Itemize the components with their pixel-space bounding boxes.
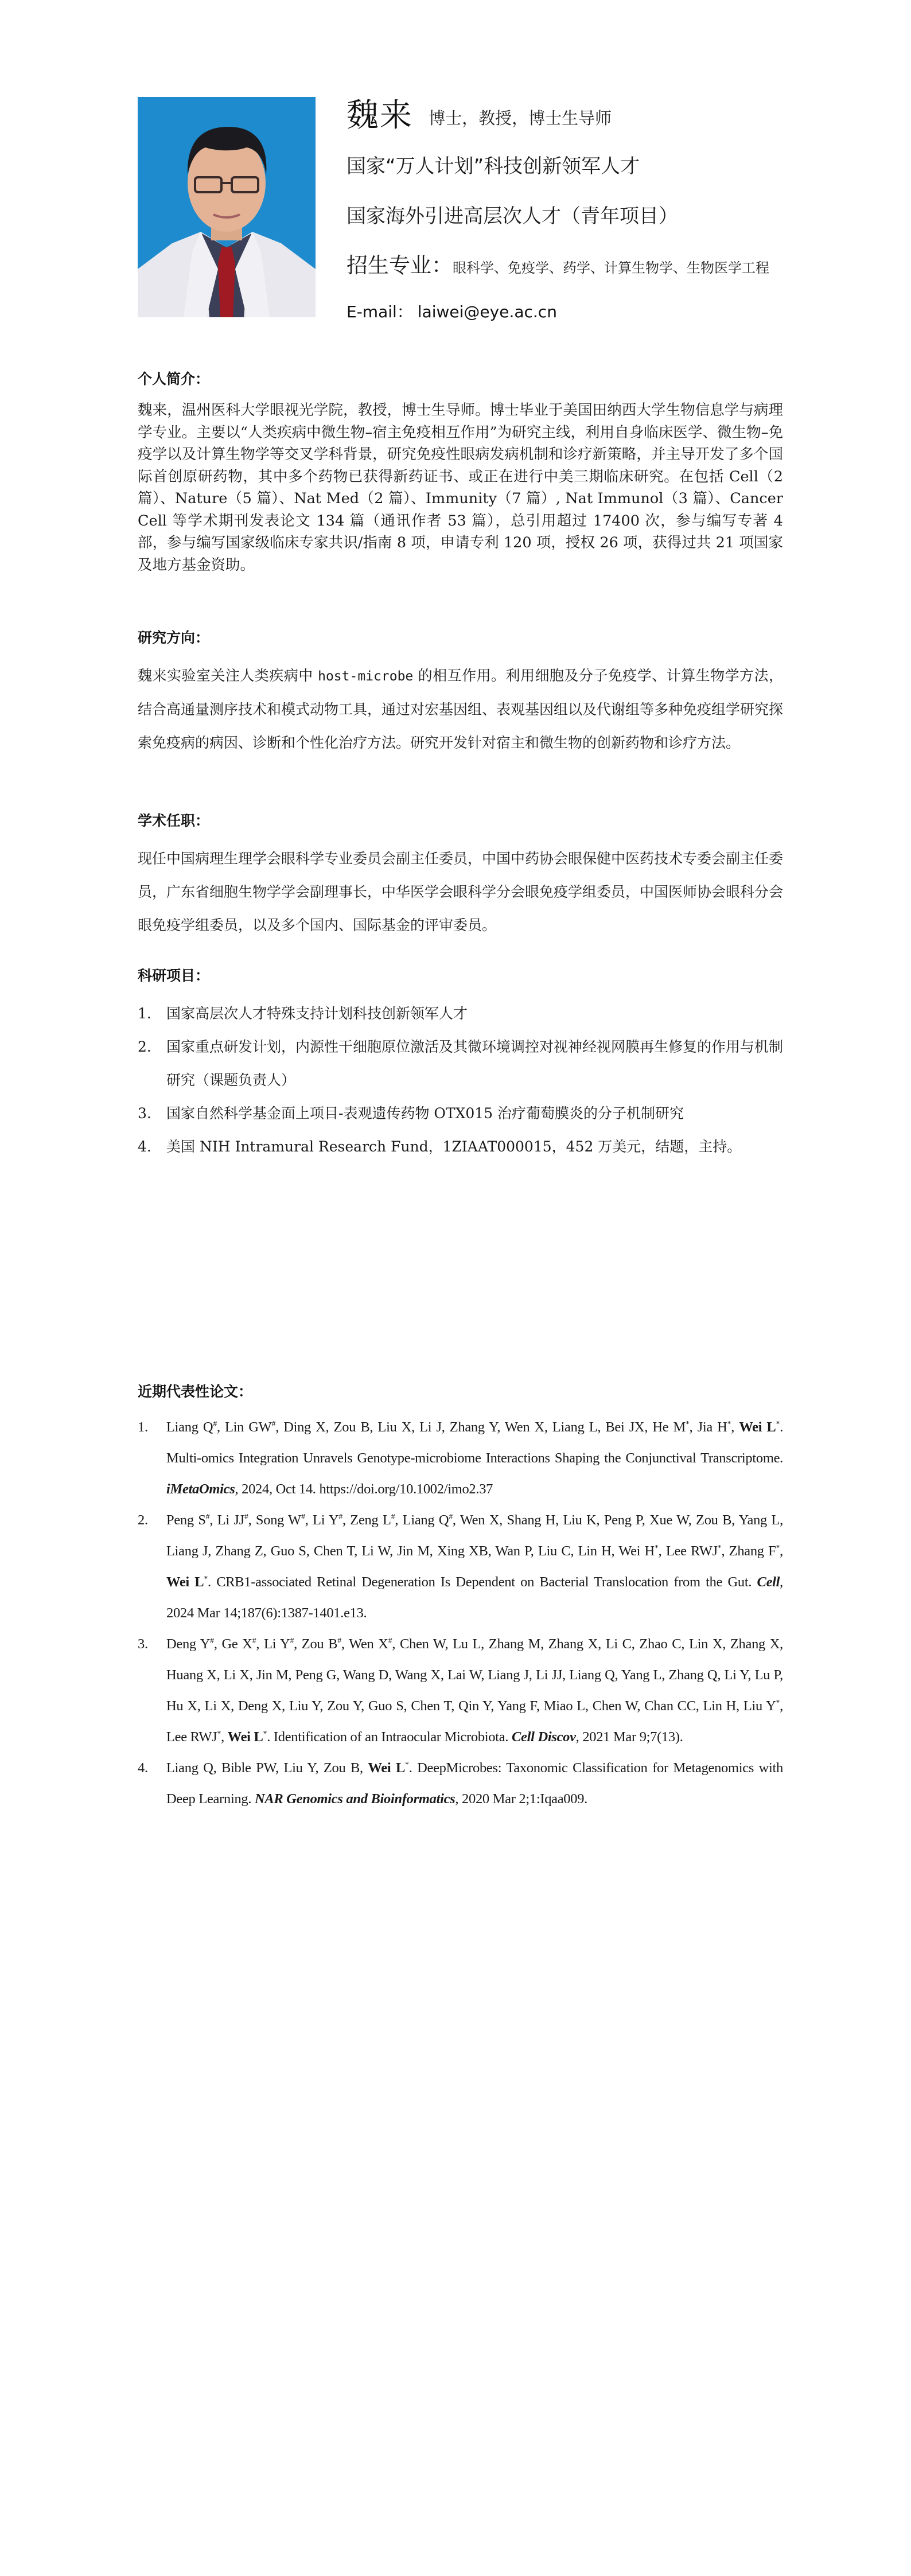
research-text-keyword: host-microbe <box>318 669 414 684</box>
list-number: 4. <box>138 1760 148 1776</box>
publication-self-author: Wei L <box>739 1419 776 1435</box>
project-item <box>138 1130 783 1164</box>
list-number: 3. <box>138 1636 148 1652</box>
projects-list <box>138 997 783 1164</box>
publication-authors: Peng S#, Li JJ#, Song W#, Li Y#, Zeng L#, Liang Q#, Wen X, Shang H, Liu K, Peng P, Xue W, Zou B, Yang L, Liang J, Zhang Z, Guo S, Chen T, Li W, Jin M, Xing XB, Wan P, Liu C, Lin H, Wei H*, Lee RWJ*, Zhang F*, <box>166 1512 784 1559</box>
publications-section <box>138 1383 783 1815</box>
research-title: 研究方向： <box>138 629 210 646</box>
publication-authors: Deng Y#, Ge X#, Li Y#, Zou B#, Wen X#, Chen W, Lu L, Zhang M, Zhang X, Li C, Zhao C, Lin X, Zhang X, Huang X, Li X, Jin M, Peng G, Wang D, Wang X, Lai W, Liang J, Li JJ, Liang Q, Yang L, Zhang Q, Li Y, Lu P, Hu X, Li X, Deng X, Liu Y, Zou Y, Guo S, Chen T, Qin Y, Yang F, Miao L, Chen W, Chan CC, Lin H, Liu Y*, Lee RWJ*, <box>166 1636 783 1745</box>
publication-item <box>138 1412 783 1505</box>
email-row <box>347 299 557 322</box>
publication-self-author: Wei L <box>166 1574 204 1590</box>
publication-item <box>138 1629 783 1753</box>
list-number: 4. <box>138 1138 151 1155</box>
publication-authors: Liang Q#, Lin GW#, Ding X, Zou B, Liu X, Li J, Zhang Y, Wen X, Liang L, Bei JX, He M*, Jia H*, <box>166 1419 739 1435</box>
publication-citation: , 2021 Mar 9;7(13). <box>575 1729 683 1745</box>
list-number: 1. <box>138 1005 151 1022</box>
list-number: 1. <box>138 1419 148 1435</box>
email-label: E-mail： <box>347 302 413 321</box>
admission-majors <box>347 248 769 279</box>
publication-authors: Liang Q, Bible PW, Liu Y, Zou B, <box>166 1760 368 1776</box>
publication-citation: , 2024 Mar 14;187(6):1387-1401.e13. <box>166 1574 783 1621</box>
publication-journal: iMetaOmics <box>166 1481 235 1497</box>
majors-label: 招生专业： <box>347 253 453 278</box>
project-text: 国家高层次人才特殊支持计划科技创新领军人才 <box>166 1005 468 1022</box>
project-item <box>138 1030 783 1097</box>
research-text-part-1: 魏来实验室关注人类疾病中 <box>138 667 318 684</box>
projects-title: 科研项目： <box>138 967 210 984</box>
bio-text: 魏来，温州医科大学眼视光学院，教授，博士生导师。博士毕业于美国田纳西大学生物信息学与病理学专业。主要以“人类疾病中微生物–宿主免疫相互作用”为研究主线，利用自身临床医学、微生物–免疫学以及计算生物学等交叉学科背景，研究免疫性眼病发病机制和诊疗新策略，并主导开发了多个国际首创原研药物，其中多个药物已获得新药证书、或正在进行中美三期临床研究。在包括 Cell（2 篇）、Nature（5 篇）、Nat Med（2 篇）、Immunity（7 篇）, Nat Immunol（3 篇）、Cancer Cell 等学术期刊发表论文 134 篇（通讯作者 53 篇），总引用超过 17400 次，参与编写专著 4 部，参与编写国家级临床专家共识/指南 8 项，申请专利 120 项，授权 26 项，获得过共 21 项国家及地方基金资助。 <box>138 402 783 574</box>
list-number: 2. <box>138 1038 151 1055</box>
list-number: 3. <box>138 1105 151 1122</box>
corresponding-mark: * <box>776 1419 780 1429</box>
publication-self-author: Wei L <box>227 1729 263 1745</box>
publication-item <box>138 1505 783 1629</box>
positions-title: 学术任职： <box>138 812 210 829</box>
positions-section <box>138 812 783 942</box>
bio-title: 个人简介： <box>138 371 210 387</box>
project-item <box>138 1097 783 1130</box>
honor-line-1: 国家“万人计划”科技创新领军人才 <box>347 155 640 178</box>
corresponding-mark: * <box>263 1729 267 1738</box>
publication-title: . Multi-omics Integration Unravels Genotype-microbiome Interactions Shaping the Conjunctival Transcriptome. <box>166 1419 784 1466</box>
positions-text: 现任中国病理生理学会眼科学专业委员会副主任委员，中国中药协会眼保健中医药技术专委会副主任委员，广东省细胞生物学学会副理事长，中华医学会眼科学分会眼免疫学组委员，中国医师协会眼科分会眼免疫学组委员，以及多个国内、国际基金的评审委员。 <box>138 850 784 933</box>
project-item <box>138 997 783 1030</box>
email-link[interactable]: laiwei@eye.ac.cn <box>417 302 557 321</box>
project-text: 美国 NIH Intramural Research Fund，1ZIAAT000015，452 万美元，结题，主持。 <box>166 1138 742 1155</box>
projects-section <box>138 967 783 1164</box>
publication-citation: , 2024, Oct 14. https://doi.org/10.1002/imo2.37 <box>235 1481 493 1497</box>
publications-list <box>138 1412 783 1815</box>
publication-journal: NAR Genomics and Bioinformatics <box>255 1791 456 1807</box>
portrait-photo <box>138 97 316 317</box>
publication-journal: Cell Discov <box>511 1729 576 1745</box>
corresponding-mark: * <box>204 1574 208 1583</box>
research-text-part-2: 的相互作用。利用细胞及分子免疫学、计算生物学方法，结合高通量测序技术和模式动物工具，通过对宏基因组、表观基因组以及代谢组等多种免疫组学研究探索免疫病的病因、诊断和个性化治疗方法。研究开发针对宿主和微生物的创新药物和诊疗方法。 <box>138 667 784 751</box>
publication-title: . CRB1-associated Retinal Degeneration Is Dependent on Bacterial Translocation from the Gut. <box>208 1574 757 1590</box>
project-text: 国家自然科学基金面上项目-表观遗传药物 OTX015 治疗葡萄膜炎的分子机制研究 <box>166 1105 684 1122</box>
publications-title: 近期代表性论文： <box>138 1383 253 1400</box>
publication-title: . DeepMicrobes: Taxonomic Classification for Metagenomics with Deep Learning. <box>166 1760 783 1807</box>
name-row <box>347 99 612 133</box>
publication-journal: Cell <box>757 1574 780 1590</box>
publication-citation: , 2020 Mar 2;1:Iqaa009. <box>455 1791 587 1807</box>
publication-title: . Identification of an Intraocular Microbiota. <box>267 1729 512 1745</box>
person-name: 魏来 <box>347 97 413 134</box>
list-number: 2. <box>138 1512 148 1528</box>
honor-line-2: 国家海外引进高层次人才（青年项目） <box>347 205 678 228</box>
project-text: 国家重点研发计划，内源性干细胞原位激活及其微环境调控对视神经视网膜再生修复的作用与机制研究（课题负责人） <box>166 1038 784 1088</box>
publication-item <box>138 1753 783 1815</box>
publication-self-author: Wei L <box>368 1760 405 1776</box>
bio-section <box>138 371 783 576</box>
person-titles: 博士，教授，博士生导师 <box>429 108 612 128</box>
corresponding-mark: * <box>405 1760 409 1769</box>
research-text <box>138 659 783 760</box>
research-section <box>138 629 783 760</box>
majors-value: 眼科学、免疫学、药学、计算生物学、生物医学工程 <box>453 260 769 276</box>
portrait-image <box>138 97 316 317</box>
